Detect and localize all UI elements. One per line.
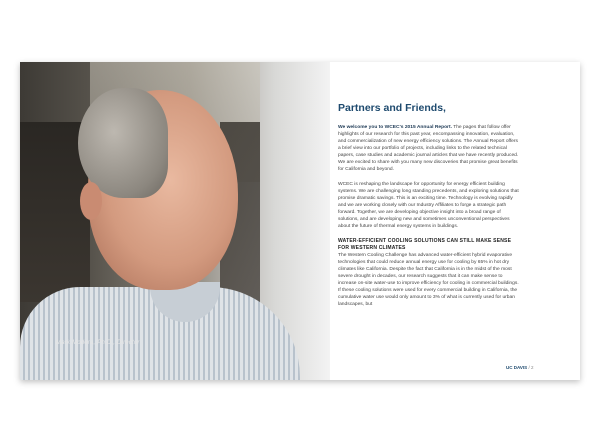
director-photo	[20, 62, 330, 380]
letter-heading: Partners and Friends,	[338, 102, 446, 114]
footer-separator: /	[528, 365, 530, 370]
photo-caption: Mark Modera, Ph.D., Director	[56, 340, 140, 346]
intro-paragraph	[338, 124, 522, 173]
page-number: 2	[530, 365, 534, 370]
intro-rest: The pages that follow offer highlights of our research for this past year, encompassing innovation, evaluation, and commercialization of new energy efficiency solutions. The Annual Report offers a brief view into our portfolio of projects, including links to the related technical papers, case studies and academic journal articles that we have recently produced. We are excited to share with you many new discoveries that promise great benefits for California and beyond.	[338, 125, 519, 172]
letter-text	[338, 102, 522, 316]
third-paragraph: The Western Cooling Challenge has advanced water-efficient hybrid evaporative technologies that could reduce annual energy use for cooling by 65% in hot dry climates like California. Despite the fact that California is in the midst of the most severe drought in decades, our research suggests that it can make sense to increase on-site water-use to improve efficiency for cooling in commercial buildings. If these cooling solutions were used for every commercial building in California, the cumulative water use would only amount to 3% of what is currently used for urban landscapes, but	[338, 253, 519, 307]
intro-bold: We welcome you to WCEC's 2015 Annual Report.	[338, 125, 452, 130]
report-spread	[20, 62, 580, 380]
page-footer	[506, 365, 533, 370]
footer-brand: UC DAVIS	[506, 365, 528, 370]
second-paragraph: WCEC is reshaping the landscape for opportunity for energy efficient building systems. We are challenging long standing precedents, and exploring solutions that promise dramatic savings. This is an exciting time. Technology is evolving rapidly and we are working closely with our Industry Affiliates to forge a strategic path forward. Together, we are developing objective insight into a broad range of solutions, and are developing new and sometimes unconventional perspectives about the future of thermal energy systems in buildings.	[338, 182, 519, 229]
section-subhead: WATER-EFFICIENT COOLING SOLUTIONS CAN STILL MAKE SENSE FOR WESTERN CLIMATES	[338, 238, 512, 251]
photo-ear	[80, 182, 102, 220]
